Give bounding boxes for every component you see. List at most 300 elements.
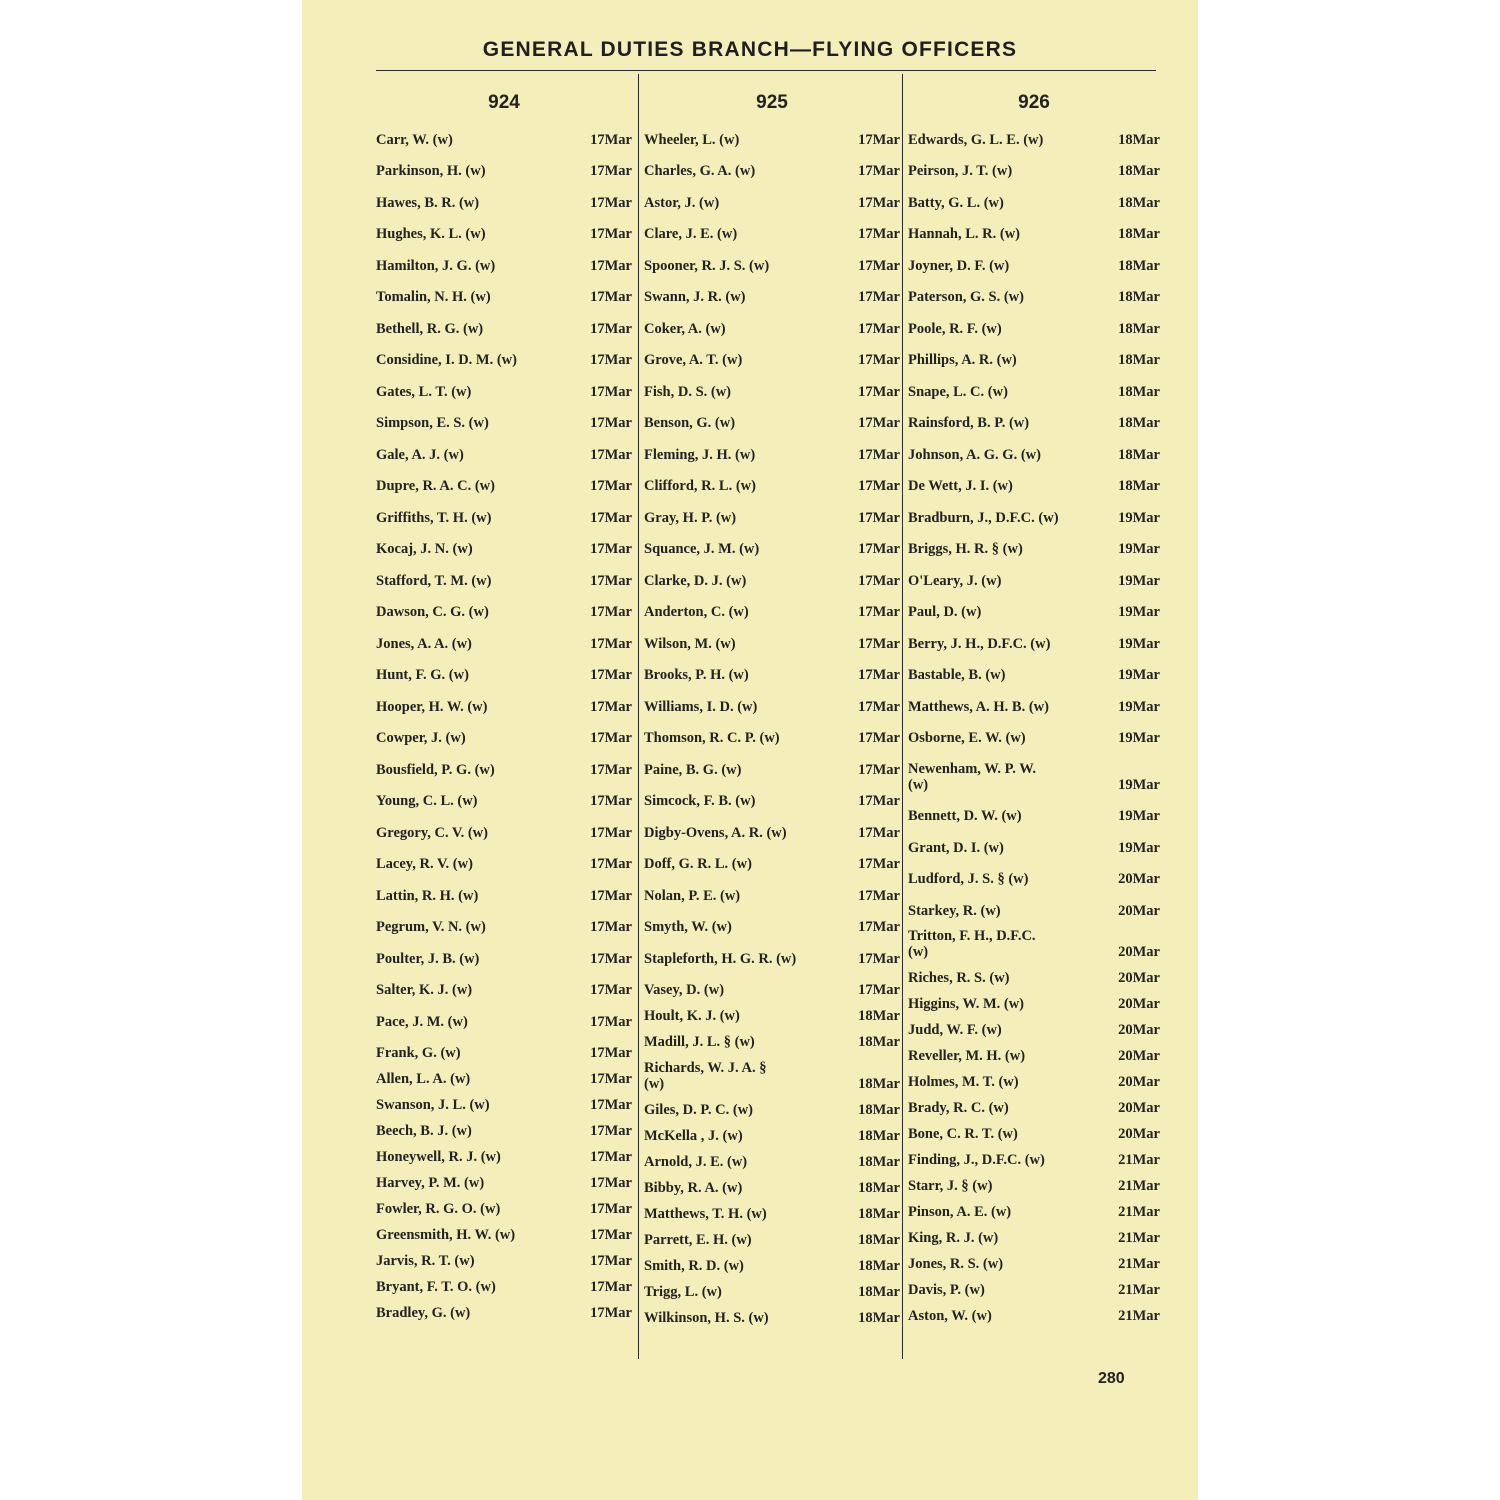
seniority-date: 17Mar — [858, 699, 900, 715]
seniority-date: 17Mar — [590, 919, 632, 935]
officer-entry — [644, 686, 900, 718]
officer-name: Finding, J., D.F.C. (w) — [908, 1152, 1045, 1168]
officer-entry — [376, 1116, 632, 1142]
seniority-date: 17Mar — [590, 478, 632, 494]
seniority-date: 18Mar — [858, 1206, 900, 1222]
officer-name: Bradley, G. (w) — [376, 1305, 471, 1321]
officer-entry — [908, 277, 1160, 308]
officer-entry — [908, 989, 1160, 1015]
seniority-date: 17Mar — [590, 667, 632, 683]
officer-entry — [644, 245, 900, 277]
officer-entry — [376, 1090, 632, 1116]
seniority-date: 17Mar — [858, 289, 900, 305]
officer-entry — [644, 592, 900, 623]
seniority-date: 17Mar — [590, 604, 632, 620]
seniority-date: 17Mar — [858, 762, 900, 778]
seniority-date: 18Mar — [858, 1180, 900, 1196]
officer-name: Honeywell, R. J. (w) — [376, 1149, 501, 1165]
seniority-date: 17Mar — [858, 541, 900, 557]
column-divider — [902, 74, 903, 1359]
officer-entry — [908, 655, 1160, 686]
officer-entry — [376, 245, 632, 277]
officer-entry — [644, 434, 900, 466]
officer-name: Smith, R. D. (w) — [644, 1258, 744, 1274]
seniority-date: 17Mar — [590, 1097, 632, 1113]
seniority-date: 18Mar — [858, 1008, 900, 1024]
officer-name: Richards, W. J. A. § (w) — [644, 1060, 767, 1092]
officer-entry — [908, 371, 1160, 403]
officer-entry — [376, 781, 632, 812]
officer-name: Brooks, P. H. (w) — [644, 667, 749, 683]
seniority-date: 18Mar — [858, 1076, 900, 1092]
seniority-date: 17Mar — [590, 352, 632, 368]
officer-name: Davis, P. (w) — [908, 1282, 985, 1298]
seniority-date: 21Mar — [1118, 1178, 1160, 1194]
seniority-date: 17Mar — [858, 352, 900, 368]
seniority-date: 17Mar — [858, 415, 900, 431]
seniority-date: 19Mar — [1118, 699, 1160, 715]
heading-rule — [376, 70, 1156, 71]
officer-name: Benson, G. (w) — [644, 415, 736, 431]
officer-entry — [644, 655, 900, 686]
seniority-date: 19Mar — [1118, 777, 1160, 793]
officer-entry — [644, 497, 900, 529]
officer-name: Poulter, J. B. (w) — [376, 951, 480, 967]
officer-entry — [376, 686, 632, 718]
seniority-date: 17Mar — [590, 447, 632, 463]
officer-entry — [376, 938, 632, 970]
officer-entry — [376, 1142, 632, 1168]
seniority-date: 17Mar — [858, 163, 900, 179]
officer-name: Edwards, G. L. E. (w) — [908, 132, 1044, 148]
officer-entry — [644, 812, 900, 844]
officer-name: Stafford, T. M. (w) — [376, 573, 492, 589]
officer-entry — [908, 796, 1160, 827]
officer-name: Paterson, G. S. (w) — [908, 289, 1024, 305]
officer-name: Bone, C. R. T. (w) — [908, 1126, 1018, 1142]
officer-name: Pace, J. M. (w) — [376, 1014, 468, 1030]
officer-entry — [376, 970, 632, 1001]
seniority-date: 17Mar — [590, 510, 632, 526]
seniority-date: 17Mar — [590, 793, 632, 809]
officer-name: Hooper, H. W. (w) — [376, 699, 488, 715]
officer-name: Griffiths, T. H. (w) — [376, 510, 492, 526]
seniority-date: 17Mar — [590, 1014, 632, 1030]
officer-name: Bryant, F. T. O. (w) — [376, 1279, 496, 1295]
seniority-date: 20Mar — [1118, 996, 1160, 1012]
seniority-date: 19Mar — [1118, 541, 1160, 557]
officer-name: Starr, J. § (w) — [908, 1178, 993, 1194]
seniority-date: 17Mar — [590, 226, 632, 242]
officer-name: Rainsford, B. P. (w) — [908, 415, 1030, 431]
column-925 — [644, 88, 900, 1329]
officer-entry — [908, 592, 1160, 623]
officer-entry — [376, 1033, 632, 1064]
seniority-date: 17Mar — [858, 636, 900, 652]
column-number: 924 — [488, 92, 520, 113]
officer-name: Bibby, R. A. (w) — [644, 1180, 743, 1196]
officer-name: Grant, D. I. (w) — [908, 840, 1004, 856]
officer-entry — [908, 245, 1160, 277]
seniority-date: 19Mar — [1118, 667, 1160, 683]
officer-name: Higgins, W. M. (w) — [908, 996, 1025, 1012]
officer-name: Cowper, J. (w) — [376, 730, 466, 746]
seniority-date: 18Mar — [1118, 415, 1160, 431]
officer-entry — [644, 749, 900, 781]
officer-name: Vasey, D. (w) — [644, 982, 725, 998]
seniority-date: 17Mar — [858, 132, 900, 148]
officer-name: Hoult, K. J. (w) — [644, 1008, 740, 1024]
seniority-date: 17Mar — [858, 226, 900, 242]
officer-entry — [644, 529, 900, 560]
officer-name: Matthews, T. H. (w) — [644, 1206, 767, 1222]
officer-name: Ludford, J. S. § (w) — [908, 871, 1029, 887]
seniority-date: 18Mar — [858, 1034, 900, 1050]
officer-name: Newenham, W. P. W. (w) — [908, 761, 1036, 793]
officer-entry — [908, 859, 1160, 890]
officer-entry — [376, 1168, 632, 1194]
officer-entry — [908, 1301, 1160, 1327]
officer-entry — [644, 623, 900, 655]
page-number: 280 — [1098, 1370, 1125, 1387]
officer-entry — [644, 1199, 900, 1225]
officer-entry — [644, 340, 900, 371]
officer-entry — [376, 907, 632, 938]
officer-entry — [908, 308, 1160, 340]
officer-name: Paine, B. G. (w) — [644, 762, 742, 778]
seniority-date: 18Mar — [858, 1258, 900, 1274]
officer-name: Swann, J. R. (w) — [644, 289, 746, 305]
seniority-date: 18Mar — [858, 1154, 900, 1170]
officer-entry — [908, 1067, 1160, 1093]
officer-entry — [376, 1194, 632, 1220]
officer-name: Fleming, J. H. (w) — [644, 447, 756, 463]
officer-entry — [644, 844, 900, 875]
officer-name: Trigg, L. (w) — [644, 1284, 722, 1300]
officer-name: Jones, R. S. (w) — [908, 1256, 1004, 1272]
officer-name: Bennett, D. W. (w) — [908, 808, 1022, 824]
officer-entry — [908, 1015, 1160, 1041]
seniority-date: 18Mar — [1118, 352, 1160, 368]
officer-name: Pinson, A. E. (w) — [908, 1204, 1012, 1220]
seniority-date: 17Mar — [590, 888, 632, 904]
officer-entry — [376, 1272, 632, 1298]
seniority-date: 21Mar — [1118, 1204, 1160, 1220]
officer-entry — [644, 718, 900, 749]
officer-name: Hannah, L. R. (w) — [908, 226, 1020, 242]
seniority-date: 17Mar — [590, 730, 632, 746]
officer-entry — [644, 970, 900, 1001]
officer-name: Phillips, A. R. (w) — [908, 352, 1017, 368]
officer-entry — [376, 151, 632, 182]
officer-name: Giles, D. P. C. (w) — [644, 1102, 754, 1118]
officer-entry — [908, 434, 1160, 466]
officer-name: Simcock, F. B. (w) — [644, 793, 756, 809]
officer-entry — [644, 308, 900, 340]
officer-entry — [644, 1147, 900, 1173]
seniority-date: 20Mar — [1118, 903, 1160, 919]
officer-entry — [908, 749, 1160, 796]
officer-name: Brady, R. C. (w) — [908, 1100, 1009, 1116]
officer-name: Lattin, R. H. (w) — [376, 888, 479, 904]
officer-name: Snape, L. C. (w) — [908, 384, 1008, 400]
officer-entry — [908, 1119, 1160, 1145]
officer-name: Poole, R. F. (w) — [908, 321, 1002, 337]
seniority-date: 17Mar — [590, 1279, 632, 1295]
officer-entry — [908, 1197, 1160, 1223]
officer-entry — [644, 875, 900, 907]
seniority-date: 18Mar — [1118, 163, 1160, 179]
officer-name: Squance, J. M. (w) — [644, 541, 760, 557]
officer-name: Doff, G. R. L. (w) — [644, 856, 752, 872]
seniority-date: 17Mar — [858, 321, 900, 337]
officer-entry — [908, 214, 1160, 245]
officer-entry — [644, 1095, 900, 1121]
officer-entry — [644, 1303, 900, 1329]
officer-entry — [908, 1093, 1160, 1119]
officer-entry — [908, 1041, 1160, 1067]
seniority-date: 20Mar — [1118, 944, 1160, 960]
officer-name: Anderton, C. (w) — [644, 604, 749, 620]
officer-entry — [644, 1173, 900, 1199]
officer-entry — [908, 890, 1160, 922]
seniority-date: 18Mar — [1118, 132, 1160, 148]
officer-name: Digby-Ovens, A. R. (w) — [644, 825, 787, 841]
seniority-date: 17Mar — [858, 258, 900, 274]
officer-name: Allen, L. A. (w) — [376, 1071, 471, 1087]
seniority-date: 17Mar — [590, 1045, 632, 1061]
seniority-date: 18Mar — [858, 1102, 900, 1118]
officer-entry — [908, 497, 1160, 529]
officer-name: Jarvis, R. T. (w) — [376, 1253, 475, 1269]
officer-entry — [376, 875, 632, 907]
seniority-date: 17Mar — [590, 636, 632, 652]
seniority-date: 20Mar — [1118, 1048, 1160, 1064]
officer-name: Tritton, F. H., D.F.C. (w) — [908, 928, 1036, 960]
officer-name: Peirson, J. T. (w) — [908, 163, 1013, 179]
officer-entry — [644, 403, 900, 434]
officer-entry — [644, 182, 900, 214]
seniority-date: 17Mar — [858, 793, 900, 809]
officer-name: Dupre, R. A. C. (w) — [376, 478, 495, 494]
officer-name: Wilson, M. (w) — [644, 636, 736, 652]
officer-entry — [376, 1064, 632, 1090]
officer-entry — [376, 560, 632, 592]
officer-name: Clare, J. E. (w) — [644, 226, 738, 242]
officer-name: Grove, A. T. (w) — [644, 352, 743, 368]
officer-name: Fowler, R. G. O. (w) — [376, 1201, 501, 1217]
officer-entry — [376, 718, 632, 749]
seniority-date: 17Mar — [858, 195, 900, 211]
officer-name: Young, C. L. (w) — [376, 793, 478, 809]
officer-name: Aston, W. (w) — [908, 1308, 992, 1324]
officer-name: Smyth, W. (w) — [644, 919, 732, 935]
officer-name: Tomalin, N. H. (w) — [376, 289, 491, 305]
officer-entry — [644, 1027, 900, 1053]
officer-name: Madill, J. L. § (w) — [644, 1034, 755, 1050]
officer-entry — [908, 120, 1160, 151]
officer-entry — [376, 1298, 632, 1324]
officer-entry — [376, 466, 632, 497]
seniority-date: 17Mar — [590, 163, 632, 179]
officer-entry — [908, 686, 1160, 718]
officer-entry — [376, 623, 632, 655]
seniority-date: 17Mar — [858, 888, 900, 904]
seniority-date: 17Mar — [858, 951, 900, 967]
seniority-date: 20Mar — [1118, 1022, 1160, 1038]
seniority-date: 17Mar — [590, 762, 632, 778]
seniority-date: 20Mar — [1118, 871, 1160, 887]
officer-entry — [376, 182, 632, 214]
officer-name: Joyner, D. F. (w) — [908, 258, 1010, 274]
officer-entry — [908, 466, 1160, 497]
seniority-date: 17Mar — [858, 510, 900, 526]
officer-name: Reveller, M. H. (w) — [908, 1048, 1026, 1064]
officer-entry — [644, 938, 900, 970]
seniority-date: 17Mar — [858, 384, 900, 400]
officer-name: Gregory, C. V. (w) — [376, 825, 488, 841]
officer-name: Clifford, R. L. (w) — [644, 478, 756, 494]
officer-name: Astor, J. (w) — [644, 195, 720, 211]
officer-name: Dawson, C. G. (w) — [376, 604, 489, 620]
entry-list — [376, 120, 632, 1324]
seniority-date: 21Mar — [1118, 1308, 1160, 1324]
officer-name: Arnold, J. E. (w) — [644, 1154, 748, 1170]
seniority-date: 17Mar — [858, 604, 900, 620]
page-heading: GENERAL DUTIES BRANCH—FLYING OFFICERS — [482, 38, 1018, 61]
seniority-date: 19Mar — [1118, 510, 1160, 526]
column-924 — [376, 88, 632, 1324]
officer-name: Briggs, H. R. § (w) — [908, 541, 1023, 557]
officer-entry — [908, 1275, 1160, 1301]
seniority-date: 17Mar — [590, 982, 632, 998]
seniority-date: 17Mar — [590, 384, 632, 400]
officer-entry — [908, 922, 1160, 963]
seniority-date: 17Mar — [590, 258, 632, 274]
officer-name: O'Leary, J. (w) — [908, 573, 1002, 589]
seniority-date: 18Mar — [1118, 195, 1160, 211]
officer-entry — [908, 529, 1160, 560]
seniority-date: 17Mar — [858, 667, 900, 683]
seniority-date: 18Mar — [1118, 321, 1160, 337]
officer-name: Hughes, K. L. (w) — [376, 226, 486, 242]
officer-entry — [376, 844, 632, 875]
officer-name: Gale, A. J. (w) — [376, 447, 464, 463]
seniority-date: 17Mar — [590, 132, 632, 148]
officer-entry — [376, 749, 632, 781]
seniority-date: 17Mar — [590, 1149, 632, 1165]
officer-name: Salter, K. J. (w) — [376, 982, 473, 998]
seniority-date: 17Mar — [590, 1253, 632, 1269]
seniority-date: 21Mar — [1118, 1256, 1160, 1272]
seniority-date: 17Mar — [590, 825, 632, 841]
officer-name: Beech, B. J. (w) — [376, 1123, 472, 1139]
officer-entry — [376, 497, 632, 529]
officer-entry — [908, 1223, 1160, 1249]
seniority-date: 18Mar — [858, 1232, 900, 1248]
seniority-date: 17Mar — [590, 1071, 632, 1087]
officer-name: Frank, G. (w) — [376, 1045, 461, 1061]
seniority-date: 18Mar — [1118, 447, 1160, 463]
officer-name: McKella , J. (w) — [644, 1128, 743, 1144]
seniority-date: 19Mar — [1118, 730, 1160, 746]
officer-entry — [376, 371, 632, 403]
officer-name: King, R. J. (w) — [908, 1230, 999, 1246]
document-page — [302, 0, 1198, 1500]
officer-entry — [376, 1001, 632, 1033]
officer-name: Parrett, E. H. (w) — [644, 1232, 752, 1248]
officer-name: Batty, G. L. (w) — [908, 195, 1004, 211]
officer-entry — [644, 907, 900, 938]
seniority-date: 17Mar — [858, 825, 900, 841]
seniority-date: 18Mar — [1118, 384, 1160, 400]
officer-entry — [644, 277, 900, 308]
entry-list — [644, 120, 900, 1329]
seniority-date: 17Mar — [590, 951, 632, 967]
seniority-date: 17Mar — [590, 415, 632, 431]
officer-entry — [376, 1220, 632, 1246]
officer-name: Wilkinson, H. S. (w) — [644, 1310, 769, 1326]
officer-entry — [908, 623, 1160, 655]
officer-entry — [376, 592, 632, 623]
officer-entry — [908, 182, 1160, 214]
officer-entry — [376, 403, 632, 434]
seniority-date: 18Mar — [1118, 478, 1160, 494]
officer-name: Jones, A. A. (w) — [376, 636, 472, 652]
seniority-date: 17Mar — [590, 699, 632, 715]
officer-name: Carr, W. (w) — [376, 132, 453, 148]
officer-entry — [644, 781, 900, 812]
officer-name: Bradburn, J., D.F.C. (w) — [908, 510, 1059, 526]
seniority-date: 21Mar — [1118, 1230, 1160, 1246]
officer-name: Hunt, F. G. (w) — [376, 667, 469, 683]
seniority-date: 19Mar — [1118, 573, 1160, 589]
seniority-date: 19Mar — [1118, 808, 1160, 824]
officer-name: Matthews, A. H. B. (w) — [908, 699, 1049, 715]
officer-entry — [644, 120, 900, 151]
seniority-date: 21Mar — [1118, 1282, 1160, 1298]
officer-entry — [376, 120, 632, 151]
officer-name: Bethell, R. G. (w) — [376, 321, 484, 337]
column-number: 926 — [1018, 92, 1050, 113]
officer-entry — [644, 466, 900, 497]
seniority-date: 18Mar — [1118, 258, 1160, 274]
officer-entry — [644, 1001, 900, 1027]
seniority-date: 17Mar — [590, 573, 632, 589]
seniority-date: 19Mar — [1118, 840, 1160, 856]
officer-name: Judd, W. F. (w) — [908, 1022, 1002, 1038]
seniority-date: 19Mar — [1118, 636, 1160, 652]
officer-name: Gates, L. T. (w) — [376, 384, 472, 400]
column-number: 925 — [756, 92, 788, 113]
seniority-date: 18Mar — [1118, 226, 1160, 242]
seniority-date: 21Mar — [1118, 1152, 1160, 1168]
seniority-date: 17Mar — [590, 321, 632, 337]
officer-entry — [908, 827, 1160, 859]
seniority-date: 17Mar — [590, 1305, 632, 1321]
officer-name: Charles, G. A. (w) — [644, 163, 756, 179]
officer-name: Hamilton, J. G. (w) — [376, 258, 496, 274]
seniority-date: 17Mar — [858, 573, 900, 589]
officer-name: Coker, A. (w) — [644, 321, 726, 337]
officer-entry — [908, 718, 1160, 749]
officer-name: Swanson, J. L. (w) — [376, 1097, 490, 1113]
seniority-date: 18Mar — [858, 1310, 900, 1326]
officer-entry — [644, 1251, 900, 1277]
seniority-date: 17Mar — [590, 856, 632, 872]
officer-entry — [376, 529, 632, 560]
seniority-date: 19Mar — [1118, 604, 1160, 620]
